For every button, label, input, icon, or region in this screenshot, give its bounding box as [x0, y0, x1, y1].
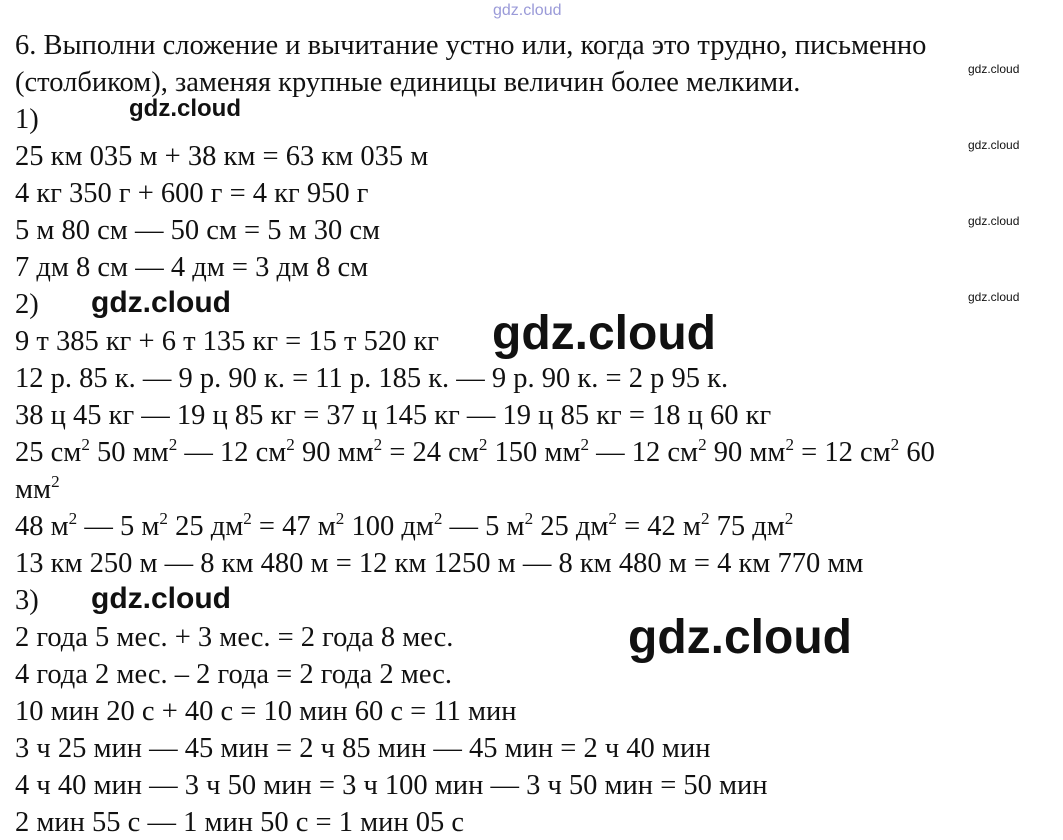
- equation-line: 5 м 80 см — 50 см = 5 м 30 см: [15, 215, 381, 246]
- section-label: 2): [15, 289, 39, 320]
- watermark: gdz.cloud: [968, 62, 1020, 76]
- equation-line: 38 ц 45 кг — 19 ц 85 кг = 37 ц 145 кг — 19 ц 85 кг = 18 ц 60 кг: [15, 400, 772, 431]
- watermark: gdz.cloud: [129, 95, 241, 122]
- equation-line: 13 км 250 м — 8 км 480 м = 12 км 1250 м — 8 км 480 м = 4 км 770 мм: [15, 548, 864, 579]
- watermark: gdz.cloud: [968, 214, 1020, 228]
- equation-line: 4 ч 40 мин — 3 ч 50 мин = 3 ч 100 мин — 3 ч 50 мин = 50 мин: [15, 770, 768, 801]
- watermark: gdz.cloud: [91, 286, 231, 319]
- equation-line-area: 48 $м^2$ — 5 $м^2$ 25 $дм^2 = 47$ $м^2$ 100 $дм^2$ — 5 $м^2$ 25 $дм^2 = 42$ $м^2$ 75 $дм^2$: [15, 508, 794, 542]
- watermark: gdz.cloud: [91, 582, 231, 615]
- equation-line: 10 мин 20 с + 40 с = 10 мин 60 с = 11 мин: [15, 696, 517, 727]
- equation-line: 3 ч 25 мин — 45 мин = 2 ч 85 мин — 45 мин = 2 ч 40 мин: [15, 733, 711, 764]
- watermark: gdz.cloud: [628, 611, 852, 664]
- equation-line-area: 25 $см^2$ 50 $мм^2$ — 12 $см^2$ 90 $мм^2 = 24$ $см^2$ 150 $мм^2$ — 12 $см^2$ 90 $мм^2 = 12$ $см^2$ 60: [15, 434, 935, 468]
- watermark: gdz.cloud: [968, 290, 1020, 304]
- equation-line-area-wrap: $мм^2$: [15, 471, 60, 505]
- watermark: gdz.cloud: [492, 307, 716, 360]
- equation-line: 9 т 385 кг + 6 т 135 кг = 15 т 520 кг: [15, 326, 439, 357]
- equation-line: 2 мин 55 с — 1 мин 50 с = 1 мин 05 с: [15, 807, 465, 838]
- exercise-title-line: 6. Выполни сложение и вычитание устно или, когда это трудно, письменно: [15, 30, 927, 61]
- exercise-title-line: (столбиком), заменяя крупные единицы величин более мелкими.: [15, 67, 801, 98]
- equation-line: 25 км 035 м + 38 км = 63 км 035 м: [15, 141, 429, 172]
- equation-line: 12 р. 85 к. — 9 р. 90 к. = 11 р. 185 к. — 9 р. 90 к. = 2 р 95 к.: [15, 363, 729, 394]
- equation-line: 4 года 2 мес. – 2 года = 2 года 2 мес.: [15, 659, 452, 690]
- watermark: gdz.cloud: [968, 138, 1020, 152]
- equation-line: 7 дм 8 см — 4 дм = 3 дм 8 см: [15, 252, 369, 283]
- equation-line: 4 кг 350 г + 600 г = 4 кг 950 г: [15, 178, 369, 209]
- equation-line: 2 года 5 мес. + 3 мес. = 2 года 8 мес.: [15, 622, 454, 653]
- section-label: 3): [15, 585, 39, 616]
- section-label: 1): [15, 104, 39, 135]
- watermark: gdz.cloud: [493, 2, 562, 19]
